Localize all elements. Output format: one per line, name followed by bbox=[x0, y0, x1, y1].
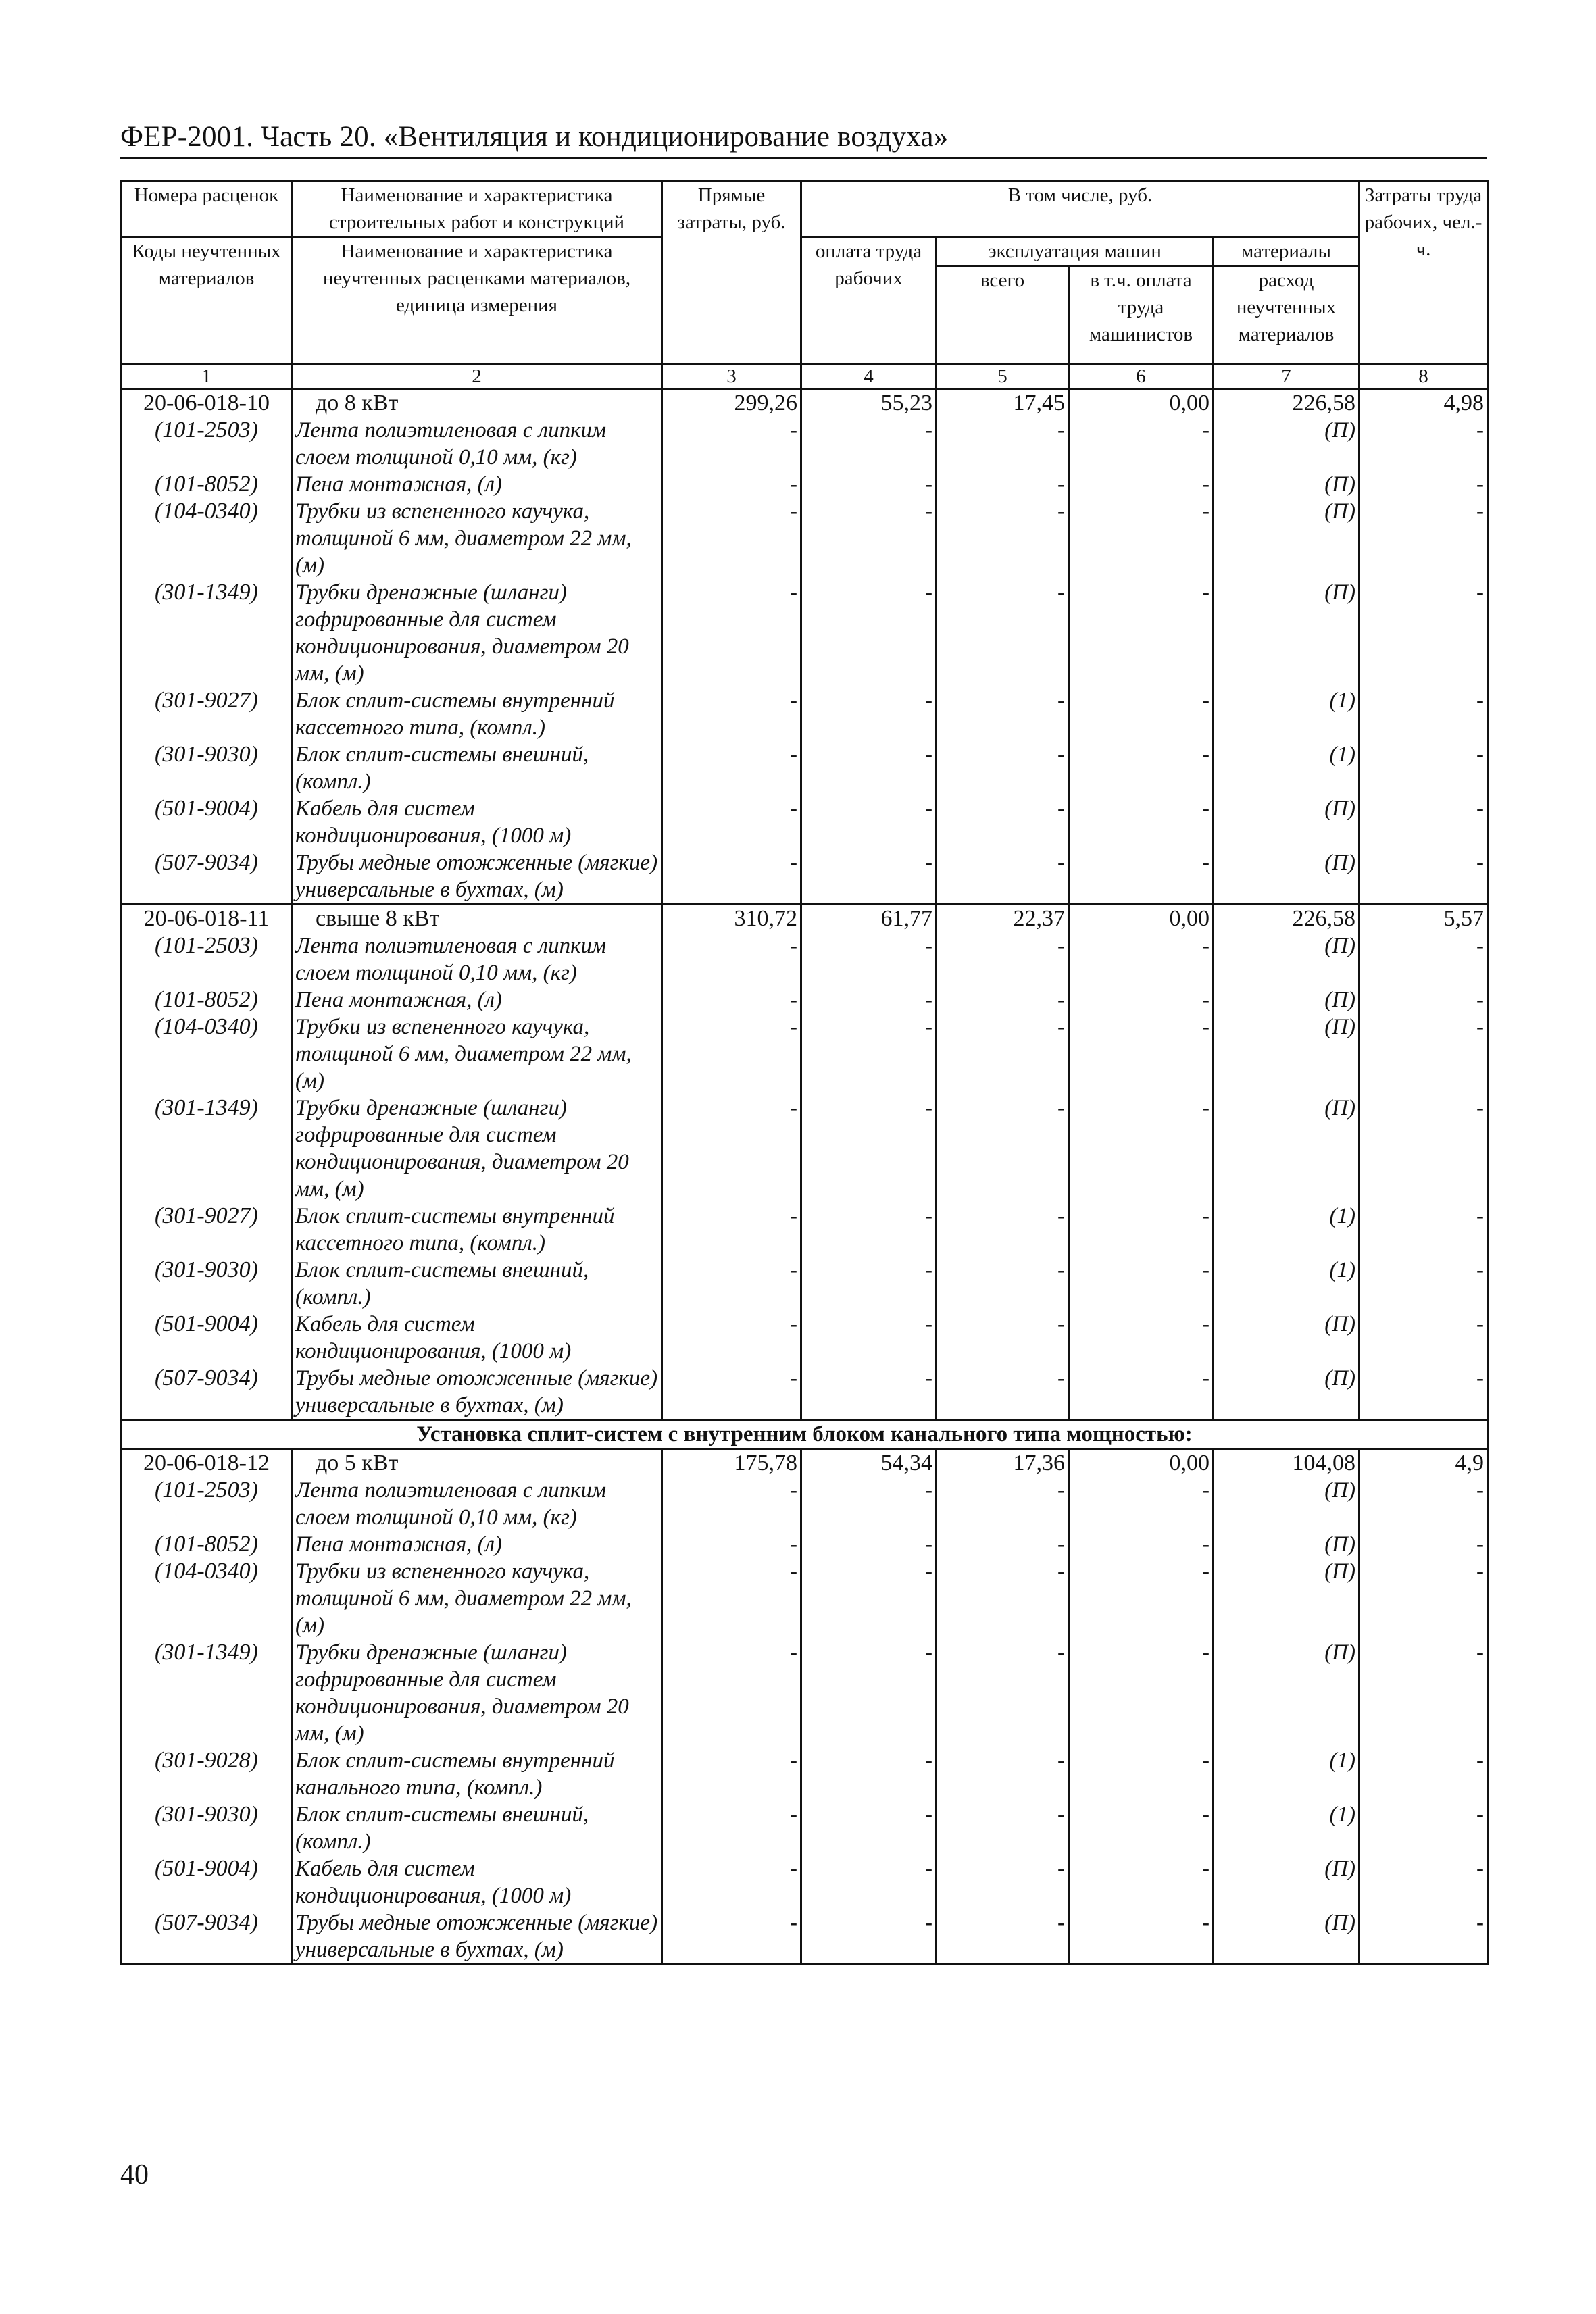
dash-cell: - bbox=[937, 1095, 1069, 1203]
dash-cell: - bbox=[1360, 849, 1488, 905]
dash-cell: - bbox=[937, 795, 1069, 849]
dash-cell: - bbox=[662, 1365, 801, 1420]
material-name: Лента полиэтиленовая с липким слоем толщиной 0,10 мм, (кг) bbox=[292, 932, 662, 986]
materials-cost: 226,58 bbox=[1214, 905, 1360, 933]
dash-cell: - bbox=[801, 1639, 937, 1747]
material-code: (301-9027) bbox=[122, 1203, 292, 1257]
dash-cell: - bbox=[937, 1747, 1069, 1801]
rate-row bbox=[122, 905, 1488, 933]
dash-cell: - bbox=[662, 1311, 801, 1365]
page-number: 40 bbox=[120, 2159, 149, 2190]
column-number: 2 bbox=[292, 364, 662, 389]
dash-cell: - bbox=[1069, 795, 1214, 849]
material-code: (301-9030) bbox=[122, 1801, 292, 1855]
dash-cell: - bbox=[801, 1203, 937, 1257]
labor-hours: 4,98 bbox=[1360, 389, 1488, 418]
dash-cell: - bbox=[937, 1909, 1069, 1965]
table-header bbox=[122, 181, 1488, 389]
material-quantity: (П) bbox=[1214, 498, 1360, 579]
dash-cell: - bbox=[662, 1747, 801, 1801]
operator-pay: 0,00 bbox=[1069, 389, 1214, 418]
dash-cell: - bbox=[937, 579, 1069, 687]
dash-cell: - bbox=[1069, 687, 1214, 741]
dash-cell: - bbox=[1360, 1311, 1488, 1365]
dash-cell: - bbox=[662, 1095, 801, 1203]
material-name: Пена монтажная, (л) bbox=[292, 1531, 662, 1558]
dash-cell: - bbox=[937, 687, 1069, 741]
material-quantity: (1) bbox=[1214, 1257, 1360, 1311]
dash-cell: - bbox=[937, 1477, 1069, 1531]
column-number: 1 bbox=[122, 364, 292, 389]
column-number: 5 bbox=[937, 364, 1069, 389]
dash-cell: - bbox=[937, 1203, 1069, 1257]
dash-cell: - bbox=[1360, 687, 1488, 741]
dash-cell: - bbox=[801, 1909, 937, 1965]
header-material-codes: Коды неучтенных материалов bbox=[122, 237, 292, 364]
material-code: (101-2503) bbox=[122, 417, 292, 471]
material-code: (507-9034) bbox=[122, 1365, 292, 1420]
worker-pay: 54,34 bbox=[801, 1449, 937, 1478]
dash-cell: - bbox=[801, 1558, 937, 1639]
dash-cell: - bbox=[801, 471, 937, 498]
material-row bbox=[122, 932, 1488, 986]
dash-cell: - bbox=[1069, 1639, 1214, 1747]
dash-cell: - bbox=[1360, 1257, 1488, 1311]
worker-pay: 55,23 bbox=[801, 389, 937, 418]
material-name: Трубы медные отожженные (мягкие) универсальные в бухтах, (м) bbox=[292, 1365, 662, 1420]
material-quantity: (П) bbox=[1214, 1531, 1360, 1558]
dash-cell: - bbox=[937, 741, 1069, 795]
material-name: Трубы медные отожженные (мягкие) универсальные в бухтах, (м) bbox=[292, 1909, 662, 1965]
material-row bbox=[122, 579, 1488, 687]
dash-cell: - bbox=[1360, 932, 1488, 986]
worker-pay: 61,77 bbox=[801, 905, 937, 933]
machines-total: 17,45 bbox=[937, 389, 1069, 418]
dash-cell: - bbox=[937, 498, 1069, 579]
material-name: Блок сплит-системы внутренний кассетного типа, (компл.) bbox=[292, 687, 662, 741]
dash-cell: - bbox=[1360, 417, 1488, 471]
material-name: Кабель для систем кондиционирования, (1000 м) bbox=[292, 1855, 662, 1909]
material-code: (101-8052) bbox=[122, 1531, 292, 1558]
material-row bbox=[122, 1477, 1488, 1531]
dash-cell: - bbox=[1069, 1095, 1214, 1203]
material-row bbox=[122, 1855, 1488, 1909]
column-number: 3 bbox=[662, 364, 801, 389]
material-code: (101-2503) bbox=[122, 1477, 292, 1531]
material-code: (301-9027) bbox=[122, 687, 292, 741]
material-code: (501-9004) bbox=[122, 1311, 292, 1365]
header-direct-costs: Прямые затраты, руб. bbox=[662, 181, 801, 364]
material-quantity: (П) bbox=[1214, 795, 1360, 849]
dash-cell: - bbox=[1069, 1855, 1214, 1909]
section-title: Установка сплит-систем с внутренним блоком канального типа мощностью: bbox=[122, 1420, 1488, 1449]
material-name: Блок сплит-системы внешний, (компл.) bbox=[292, 1801, 662, 1855]
dash-cell: - bbox=[662, 986, 801, 1013]
material-row bbox=[122, 1747, 1488, 1801]
direct-costs: 175,78 bbox=[662, 1449, 801, 1478]
header-labor-hours: Затраты труда рабочих, чел.-ч. bbox=[1360, 181, 1488, 364]
material-name: Лента полиэтиленовая с липким слоем толщиной 0,10 мм, (кг) bbox=[292, 417, 662, 471]
header-material-consumption: расход неучтенных материалов bbox=[1214, 266, 1360, 364]
dash-cell: - bbox=[662, 849, 801, 905]
material-quantity: (1) bbox=[1214, 741, 1360, 795]
dash-cell: - bbox=[937, 986, 1069, 1013]
machines-total: 17,36 bbox=[937, 1449, 1069, 1478]
dash-cell: - bbox=[801, 1311, 937, 1365]
material-row bbox=[122, 1558, 1488, 1639]
dash-cell: - bbox=[801, 1531, 937, 1558]
dash-cell: - bbox=[937, 1311, 1069, 1365]
dash-cell: - bbox=[801, 1801, 937, 1855]
material-name: Трубки дренажные (шланги) гофрированные для систем кондиционирования, диаметром 20 мм, (м) bbox=[292, 1095, 662, 1203]
material-code: (104-0340) bbox=[122, 1013, 292, 1095]
direct-costs: 299,26 bbox=[662, 389, 801, 418]
dash-cell: - bbox=[662, 932, 801, 986]
dash-cell: - bbox=[801, 1095, 937, 1203]
column-number: 4 bbox=[801, 364, 937, 389]
material-row bbox=[122, 498, 1488, 579]
header-machines-total: всего bbox=[937, 266, 1069, 364]
material-quantity: (П) bbox=[1214, 849, 1360, 905]
dash-cell: - bbox=[1360, 498, 1488, 579]
dash-cell: - bbox=[1069, 932, 1214, 986]
dash-cell: - bbox=[662, 1203, 801, 1257]
material-name: Блок сплит-системы внешний, (компл.) bbox=[292, 741, 662, 795]
header-machine-operation: эксплуатация машин bbox=[937, 237, 1214, 266]
dash-cell: - bbox=[662, 1639, 801, 1747]
dash-cell: - bbox=[662, 1531, 801, 1558]
dash-cell: - bbox=[937, 1531, 1069, 1558]
material-code: (104-0340) bbox=[122, 498, 292, 579]
dash-cell: - bbox=[662, 471, 801, 498]
rate-code: 20-06-018-10 bbox=[122, 389, 292, 418]
material-code: (301-9030) bbox=[122, 1257, 292, 1311]
header-work-name: Наименование и характеристика строительных работ и конструкций bbox=[292, 181, 662, 237]
dash-cell: - bbox=[937, 1639, 1069, 1747]
dash-cell: - bbox=[1069, 741, 1214, 795]
dash-cell: - bbox=[1069, 1257, 1214, 1311]
dash-cell: - bbox=[662, 417, 801, 471]
dash-cell: - bbox=[1360, 795, 1488, 849]
material-quantity: (П) bbox=[1214, 1855, 1360, 1909]
rates-table bbox=[120, 180, 1489, 1965]
material-code: (301-1349) bbox=[122, 1639, 292, 1747]
dash-cell: - bbox=[937, 1855, 1069, 1909]
dash-cell: - bbox=[937, 1365, 1069, 1420]
dash-cell: - bbox=[662, 741, 801, 795]
dash-cell: - bbox=[1069, 1365, 1214, 1420]
material-code: (101-8052) bbox=[122, 986, 292, 1013]
material-row bbox=[122, 1095, 1488, 1203]
material-row bbox=[122, 417, 1488, 471]
dash-cell: - bbox=[801, 579, 937, 687]
material-quantity: (П) bbox=[1214, 932, 1360, 986]
operator-pay: 0,00 bbox=[1069, 1449, 1214, 1478]
header-including: В том числе, руб. bbox=[801, 181, 1360, 237]
dash-cell: - bbox=[801, 849, 937, 905]
material-quantity: (П) bbox=[1214, 1365, 1360, 1420]
dash-cell: - bbox=[662, 1477, 801, 1531]
dash-cell: - bbox=[662, 1909, 801, 1965]
material-quantity: (1) bbox=[1214, 1747, 1360, 1801]
dash-cell: - bbox=[1360, 1639, 1488, 1747]
material-row bbox=[122, 849, 1488, 905]
material-quantity: (П) bbox=[1214, 471, 1360, 498]
material-row bbox=[122, 471, 1488, 498]
dash-cell: - bbox=[1360, 471, 1488, 498]
dash-cell: - bbox=[1360, 986, 1488, 1013]
rate-name: до 8 кВт bbox=[292, 389, 662, 418]
dash-cell: - bbox=[662, 687, 801, 741]
dash-cell: - bbox=[937, 1558, 1069, 1639]
dash-cell: - bbox=[801, 1477, 937, 1531]
dash-cell: - bbox=[801, 498, 937, 579]
dash-cell: - bbox=[801, 417, 937, 471]
materials-cost: 226,58 bbox=[1214, 389, 1360, 418]
dash-cell: - bbox=[1360, 1801, 1488, 1855]
material-quantity: (П) bbox=[1214, 1477, 1360, 1531]
material-quantity: (П) bbox=[1214, 1013, 1360, 1095]
material-name: Пена монтажная, (л) bbox=[292, 986, 662, 1013]
material-quantity: (П) bbox=[1214, 417, 1360, 471]
dash-cell: - bbox=[801, 1257, 937, 1311]
rate-row bbox=[122, 1449, 1488, 1478]
dash-cell: - bbox=[1069, 498, 1214, 579]
dash-cell: - bbox=[1360, 1013, 1488, 1095]
dash-cell: - bbox=[662, 498, 801, 579]
dash-cell: - bbox=[1360, 1531, 1488, 1558]
dash-cell: - bbox=[1069, 1558, 1214, 1639]
labor-hours: 5,57 bbox=[1360, 905, 1488, 933]
dash-cell: - bbox=[801, 795, 937, 849]
material-name: Блок сплит-системы внешний, (компл.) bbox=[292, 1257, 662, 1311]
dash-cell: - bbox=[1069, 1909, 1214, 1965]
materials-cost: 104,08 bbox=[1214, 1449, 1360, 1478]
table-body bbox=[122, 389, 1488, 1965]
material-row bbox=[122, 1531, 1488, 1558]
dash-cell: - bbox=[937, 1013, 1069, 1095]
header-rule bbox=[120, 157, 1487, 159]
material-row bbox=[122, 1311, 1488, 1365]
dash-cell: - bbox=[662, 1801, 801, 1855]
material-row bbox=[122, 1639, 1488, 1747]
material-name: Лента полиэтиленовая с липким слоем толщиной 0,10 мм, (кг) bbox=[292, 1477, 662, 1531]
dash-cell: - bbox=[937, 1257, 1069, 1311]
dash-cell: - bbox=[1360, 1365, 1488, 1420]
material-row bbox=[122, 986, 1488, 1013]
dash-cell: - bbox=[801, 741, 937, 795]
material-quantity: (1) bbox=[1214, 687, 1360, 741]
material-quantity: (П) bbox=[1214, 1311, 1360, 1365]
dash-cell: - bbox=[1069, 1311, 1214, 1365]
dash-cell: - bbox=[937, 932, 1069, 986]
material-row bbox=[122, 687, 1488, 741]
dash-cell: - bbox=[662, 1257, 801, 1311]
operator-pay: 0,00 bbox=[1069, 905, 1214, 933]
dash-cell: - bbox=[801, 1747, 937, 1801]
dash-cell: - bbox=[801, 1013, 937, 1095]
dash-cell: - bbox=[1069, 471, 1214, 498]
material-code: (301-9030) bbox=[122, 741, 292, 795]
dash-cell: - bbox=[1360, 1909, 1488, 1965]
material-quantity: (П) bbox=[1214, 986, 1360, 1013]
dash-cell: - bbox=[1069, 1801, 1214, 1855]
header-rate-numbers: Номера расценок bbox=[122, 181, 292, 237]
material-name: Трубки из вспененного каучука, толщиной 6 мм, диаметром 22 мм, (м) bbox=[292, 498, 662, 579]
dash-cell: - bbox=[662, 1013, 801, 1095]
material-quantity: (П) bbox=[1214, 1909, 1360, 1965]
dash-cell: - bbox=[937, 849, 1069, 905]
dash-cell: - bbox=[1360, 741, 1488, 795]
material-row bbox=[122, 1013, 1488, 1095]
material-name: Кабель для систем кондиционирования, (1000 м) bbox=[292, 795, 662, 849]
machines-total: 22,37 bbox=[937, 905, 1069, 933]
material-row bbox=[122, 1257, 1488, 1311]
dash-cell: - bbox=[1360, 1558, 1488, 1639]
material-code: (507-9034) bbox=[122, 1909, 292, 1965]
header-materials: материалы bbox=[1214, 237, 1360, 266]
section-row bbox=[122, 1420, 1488, 1449]
material-quantity: (П) bbox=[1214, 579, 1360, 687]
material-name: Трубки из вспененного каучука, толщиной 6 мм, диаметром 22 мм, (м) bbox=[292, 1558, 662, 1639]
material-row bbox=[122, 741, 1488, 795]
dash-cell: - bbox=[662, 795, 801, 849]
material-quantity: (П) bbox=[1214, 1639, 1360, 1747]
material-name: Кабель для систем кондиционирования, (1000 м) bbox=[292, 1311, 662, 1365]
material-name: Блок сплит-системы внутренний канального типа, (компл.) bbox=[292, 1747, 662, 1801]
direct-costs: 310,72 bbox=[662, 905, 801, 933]
material-code: (301-9028) bbox=[122, 1747, 292, 1801]
material-name: Пена монтажная, (л) bbox=[292, 471, 662, 498]
dash-cell: - bbox=[1360, 1855, 1488, 1909]
column-number: 6 bbox=[1069, 364, 1214, 389]
material-code: (101-8052) bbox=[122, 471, 292, 498]
material-name: Трубки из вспененного каучука, толщиной 6 мм, диаметром 22 мм, (м) bbox=[292, 1013, 662, 1095]
material-quantity: (П) bbox=[1214, 1095, 1360, 1203]
rate-code: 20-06-018-11 bbox=[122, 905, 292, 933]
dash-cell: - bbox=[1069, 579, 1214, 687]
material-quantity: (1) bbox=[1214, 1203, 1360, 1257]
dash-cell: - bbox=[801, 1855, 937, 1909]
material-code: (301-1349) bbox=[122, 1095, 292, 1203]
dash-cell: - bbox=[1069, 1477, 1214, 1531]
column-number: 8 bbox=[1360, 364, 1488, 389]
dash-cell: - bbox=[937, 417, 1069, 471]
dash-cell: - bbox=[1069, 1203, 1214, 1257]
rate-name: до 5 кВт bbox=[292, 1449, 662, 1478]
material-row bbox=[122, 1909, 1488, 1965]
rate-row bbox=[122, 389, 1488, 418]
dash-cell: - bbox=[937, 471, 1069, 498]
dash-cell: - bbox=[1069, 417, 1214, 471]
page-header-title: ФЕР-2001. Часть 20. «Вентиляция и кондиционирование воздуха» bbox=[120, 121, 949, 153]
material-name: Блок сплит-системы внутренний кассетного типа, (компл.) bbox=[292, 1203, 662, 1257]
material-code: (507-9034) bbox=[122, 849, 292, 905]
rate-code: 20-06-018-12 bbox=[122, 1449, 292, 1478]
dash-cell: - bbox=[1069, 1747, 1214, 1801]
header-worker-pay: оплата труда рабочих bbox=[801, 237, 937, 364]
dash-cell: - bbox=[1069, 849, 1214, 905]
dash-cell: - bbox=[801, 932, 937, 986]
column-number: 7 bbox=[1214, 364, 1360, 389]
dash-cell: - bbox=[1069, 1531, 1214, 1558]
dash-cell: - bbox=[1069, 986, 1214, 1013]
dash-cell: - bbox=[1360, 1203, 1488, 1257]
dash-cell: - bbox=[937, 1801, 1069, 1855]
material-row bbox=[122, 795, 1488, 849]
dash-cell: - bbox=[1360, 1095, 1488, 1203]
dash-cell: - bbox=[801, 1365, 937, 1420]
header-operator-pay: в т.ч. оплата труда машинистов bbox=[1069, 266, 1214, 364]
dash-cell: - bbox=[801, 687, 937, 741]
dash-cell: - bbox=[801, 986, 937, 1013]
material-code: (501-9004) bbox=[122, 795, 292, 849]
dash-cell: - bbox=[662, 1558, 801, 1639]
material-code: (104-0340) bbox=[122, 1558, 292, 1639]
material-quantity: (П) bbox=[1214, 1558, 1360, 1639]
material-code: (501-9004) bbox=[122, 1855, 292, 1909]
material-name: Трубки дренажные (шланги) гофрированные для систем кондиционирования, диаметром 20 мм, (м) bbox=[292, 579, 662, 687]
dash-cell: - bbox=[1360, 1477, 1488, 1531]
labor-hours: 4,9 bbox=[1360, 1449, 1488, 1478]
material-row bbox=[122, 1365, 1488, 1420]
material-row bbox=[122, 1801, 1488, 1855]
dash-cell: - bbox=[1069, 1013, 1214, 1095]
dash-cell: - bbox=[662, 579, 801, 687]
rate-name: свыше 8 кВт bbox=[292, 905, 662, 933]
header-material-name: Наименование и характеристика неучтенных расценками материалов, единица измерения bbox=[292, 237, 662, 364]
dash-cell: - bbox=[662, 1855, 801, 1909]
material-row bbox=[122, 1203, 1488, 1257]
material-quantity: (1) bbox=[1214, 1801, 1360, 1855]
material-name: Трубы медные отожженные (мягкие) универсальные в бухтах, (м) bbox=[292, 849, 662, 905]
material-code: (101-2503) bbox=[122, 932, 292, 986]
dash-cell: - bbox=[1360, 579, 1488, 687]
material-code: (301-1349) bbox=[122, 579, 292, 687]
dash-cell: - bbox=[1360, 1747, 1488, 1801]
material-name: Трубки дренажные (шланги) гофрированные для систем кондиционирования, диаметром 20 мм, (м) bbox=[292, 1639, 662, 1747]
